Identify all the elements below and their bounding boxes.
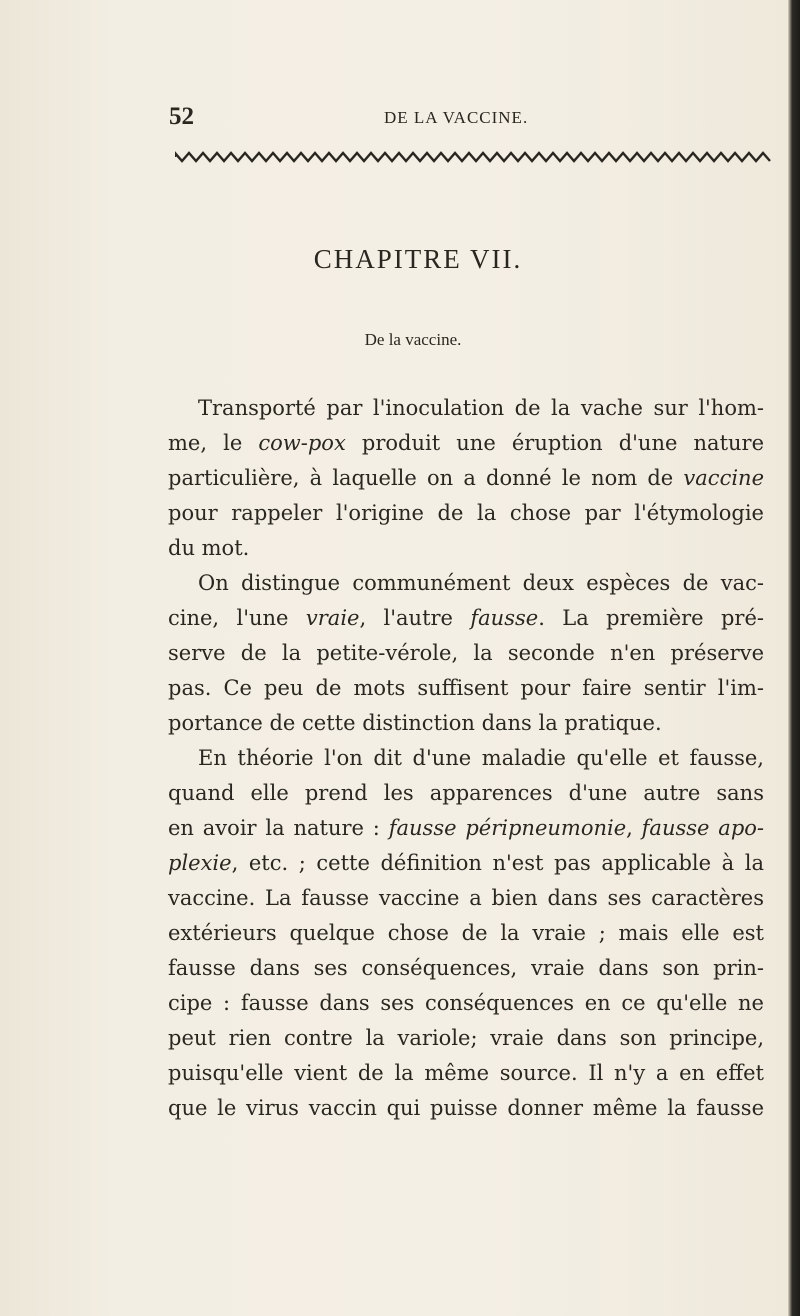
text-segment: pas. Ce peu de mots suffisent pour faire sentir l'im- [168,676,764,700]
text-segment: portance de cette distinction dans la pratique. [168,711,662,735]
text-segment: extérieurs quelque chose de la vraie ; mais elle est [168,921,764,945]
text-line [168,706,764,741]
text-line [168,951,764,986]
text-line [168,881,764,916]
text-segment: me, le [168,431,259,455]
text-segment: que le virus vaccin qui puisse donner même la fausse [168,1096,764,1120]
text-segment: , [626,816,642,840]
italic-term: vaccine [683,466,764,490]
text-line [168,531,764,566]
ornamental-rule [175,150,771,164]
text-line [168,986,764,1021]
text-segment: Transporté par l'inoculation de la vache sur l'hom- [198,396,764,420]
text-segment: cipe : fausse dans ses conséquences en ce qu'elle ne [168,991,764,1015]
italic-term: fausse apo- [641,816,764,840]
chapter-subtitle: De la vaccine. [364,330,462,349]
text-line [168,601,764,636]
chapter-title: CHAPITRE VII. [313,244,523,274]
italic-term: plexie [168,851,232,875]
text-segment: vaccine. La fausse vaccine a bien dans ses caractères [168,886,764,910]
text-segment: , l'autre [359,606,471,630]
italic-term: fausse [470,606,539,630]
text-line [168,461,764,496]
text-segment: puisqu'elle vient de la même source. Il n'y a en effet [168,1061,764,1085]
text-segment: en avoir la nature : [168,816,389,840]
text-line [168,1056,764,1091]
text-line [168,636,764,671]
text-line [168,496,764,531]
italic-term: vraie [305,606,360,630]
text-segment: On distingue communément deux espèces de vac- [198,571,764,595]
text-segment: fausse dans ses conséquences, vraie dans son prin- [168,956,764,980]
text-segment: peut rien contre la variole; vraie dans son principe, [168,1026,764,1050]
text-segment: . La première pré- [538,606,764,630]
text-segment: produit une éruption d'une nature [345,431,765,455]
text-segment: serve de la petite-vérole, la seconde n'en préserve [168,641,764,665]
text-line [168,391,764,426]
text-line [168,811,764,846]
running-head: DE LA VACCINE. [384,108,529,127]
italic-term: cow-pox [258,431,346,455]
text-line [168,916,764,951]
text-segment: quand elle prend les apparences d'une autre sans [168,781,764,805]
text-segment: , etc. ; cette définition n'est pas applicable à la [231,851,764,875]
text-segment: cine, l'une [168,606,306,630]
text-line [168,1021,764,1056]
text-line [168,741,764,776]
book-edge [788,0,800,1316]
text-line [168,566,764,601]
text-segment: pour rappeler l'origine de la chose par l'étymologie [168,501,764,525]
text-line [168,426,764,461]
text-line [168,846,764,881]
text-line [168,671,764,706]
page-header [0,103,790,133]
italic-term: fausse péripneumonie [388,816,627,840]
body-text [168,391,764,1126]
text-line [168,776,764,811]
text-segment: En théorie l'on dit d'une maladie qu'elle et fausse, [198,746,764,770]
text-line [168,1091,764,1126]
text-segment: particulière, à laquelle on a donné le nom de [168,466,684,490]
text-segment: du mot. [168,536,250,560]
page-number: 52 [169,103,194,130]
